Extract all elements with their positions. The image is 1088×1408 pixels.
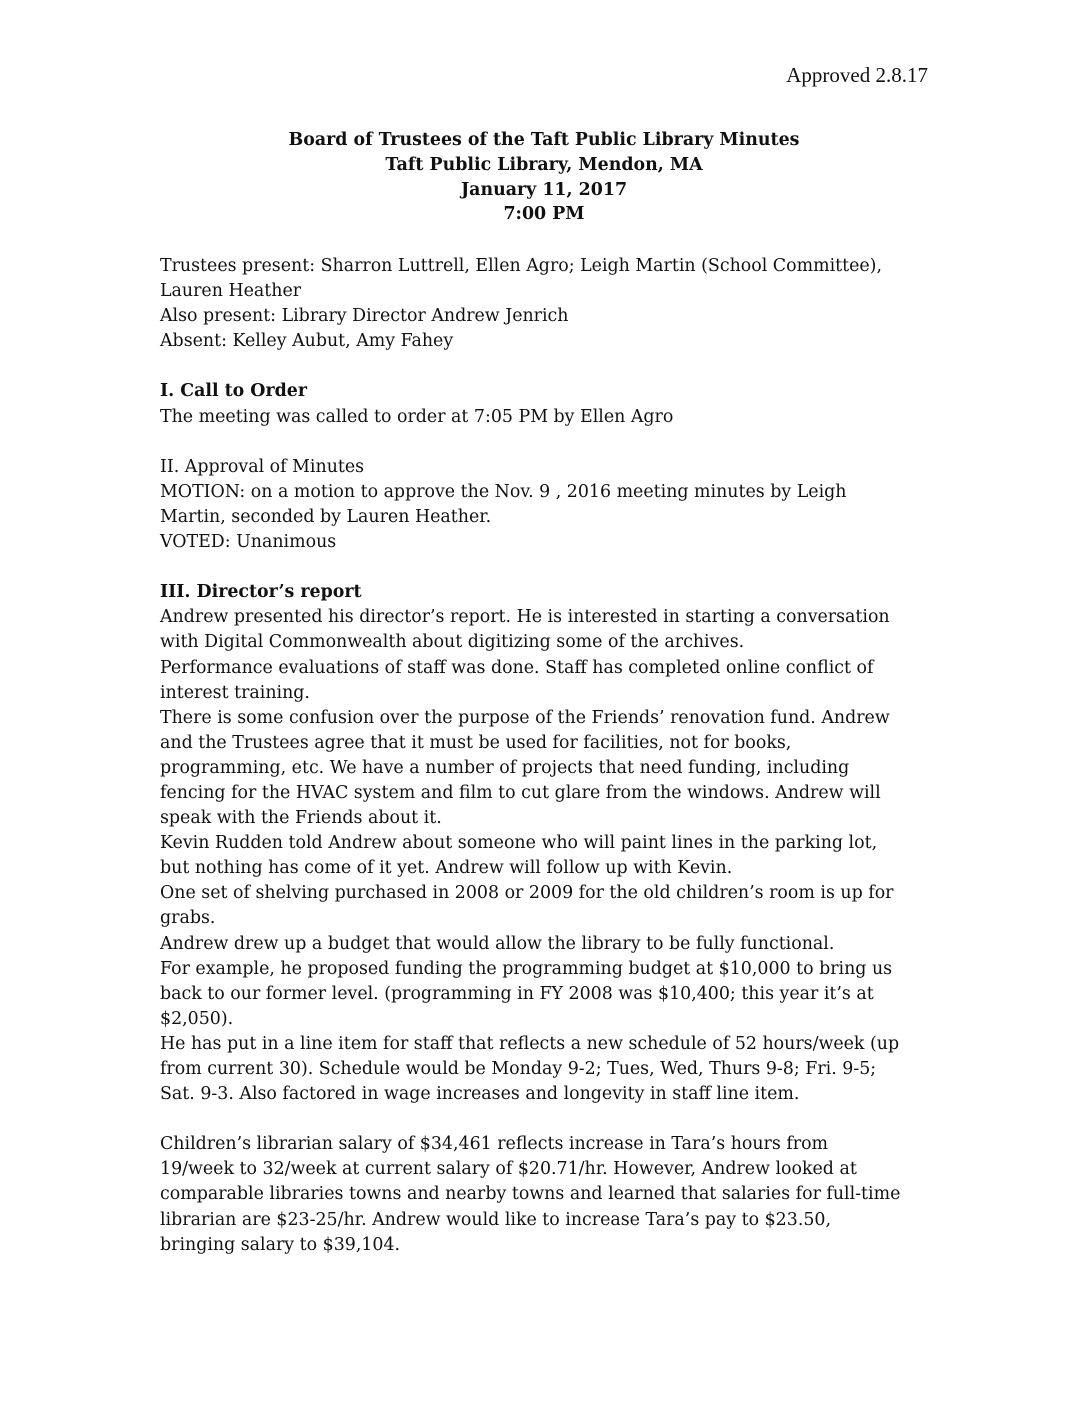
vote-result: VOTED: Unanimous (160, 532, 337, 553)
text-line: and the Trustees agree that it must be used for facilities, not for books, (160, 732, 792, 753)
text-line: There is some confusion over the purpose of the Friends’ renovation fund. Andrew (160, 707, 890, 728)
also-present: Also present: Library Director Andrew Jenrich (160, 306, 569, 327)
salary-paragraph (160, 1132, 930, 1257)
text-line: librarian are $23-25/hr. Andrew would like to increase Tara’s pay to $23.50, (160, 1209, 831, 1230)
title-block (160, 128, 928, 227)
text-line: bringing salary to $39,104. (160, 1234, 401, 1255)
call-to-order-text: The meeting was called to order at 7:05 PM by Ellen Agro (160, 406, 674, 427)
text-line: comparable libraries towns and nearby towns and learned that salaries for full-time (160, 1184, 901, 1205)
text-line: fencing for the HVAC system and film to cut glare from the windows. Andrew will (160, 782, 881, 803)
text-line: Performance evaluations of staff was done. Staff has completed online conflict of (160, 657, 874, 678)
text-line: but nothing has come of it yet. Andrew will follow up with Kevin. (160, 858, 733, 879)
text-line: He has put in a line item for staff that reflects a new schedule of 52 hours/week (up (160, 1033, 900, 1054)
text-line: interest training. (160, 682, 310, 703)
motion-line: MOTION: on a motion to approve the Nov. 9 , 2016 meeting minutes by Leigh (160, 481, 847, 502)
text-line: 19/week to 32/week at current salary of $20.71/hr. However, Andrew looked at (160, 1159, 857, 1180)
text-line: with Digital Commonwealth about digitizing some of the archives. (160, 632, 745, 653)
section-heading-approval: II. Approval of Minutes (160, 456, 365, 477)
text-line: One set of shelving purchased in 2008 or 2009 for the old children’s room is up for (160, 883, 894, 904)
text-line: back to our former level. (programming in FY 2008 was $10,400; this year it’s at (160, 983, 874, 1004)
text-line: For example, he proposed funding the programming budget at $10,000 to bring us (160, 958, 893, 979)
directors-report-text (160, 605, 930, 1107)
title-time: 7:00 PM (503, 204, 585, 225)
title-date: January 11, 2017 (460, 179, 628, 200)
text-line: Andrew drew up a budget that would allow the library to be fully functional. (160, 933, 835, 954)
section-heading-directors-report: III. Director’s report (160, 582, 362, 603)
text-line: $2,050). (160, 1008, 234, 1029)
text-line: programming, etc. We have a number of projects that need funding, including (160, 757, 850, 778)
text-line: speak with the Friends about it. (160, 808, 442, 829)
title-location: Taft Public Library, Mendon, MA (385, 154, 703, 175)
motion-line: Martin, seconded by Lauren Heather. (160, 506, 492, 527)
text-line: Andrew presented his director’s report. He is interested in starting a conversation (160, 607, 890, 628)
absent: Absent: Kelley Aubut, Amy Fahey (160, 331, 454, 352)
text-line: Sat. 9-3. Also factored in wage increases and longevity in staff line item. (160, 1084, 800, 1105)
text-line: from current 30). Schedule would be Monday 9-2; Tues, Wed, Thurs 9-8; Fri. 9-5; (160, 1059, 877, 1079)
text-line: Kevin Rudden told Andrew about someone who will paint lines in the parking lot, (160, 833, 878, 854)
text-line: Children’s librarian salary of $34,461 reflects increase in Tara’s hours from (160, 1134, 829, 1155)
title-line: Board of Trustees of the Taft Public Library Minutes (288, 130, 800, 150)
minutes-body (160, 254, 930, 1258)
section-heading-call-to-order: I. Call to Order (160, 381, 308, 402)
approval-note: Approved 2.8.17 (786, 63, 928, 87)
text-line: grabs. (160, 908, 216, 929)
trustees-present-cont: Lauren Heather (160, 281, 302, 302)
trustees-present: Trustees present: Sharron Luttrell, Ellen Agro; Leigh Martin (School Committee), (160, 256, 883, 276)
